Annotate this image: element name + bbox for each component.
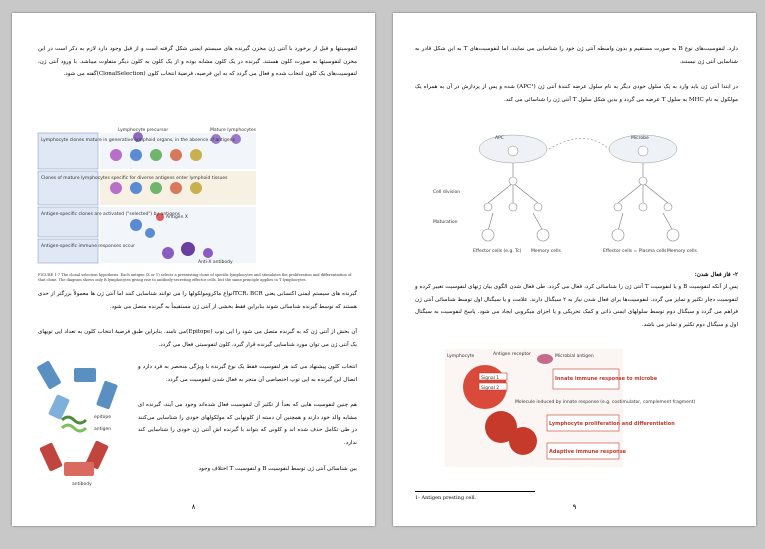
fig4-proliferation-label: Lymphocyte proliferation and differentiation [549, 421, 675, 427]
fig3-memory-label-1: Memory cells [531, 249, 561, 254]
footnote-divider [415, 491, 535, 492]
fig1-row-label-2: Clones of mature lymphocytes specific for diverse antigens enter lymphoid tissues [41, 176, 228, 181]
fig1-row-label-4: Antigen-specific immune responses occur [41, 244, 136, 249]
paragraph-receptors: گیرنده های سیستم ایمنی اکتسابی یعنی TCR، BCRانواع ماکرومولکولها را می توانند شناسایی کنند اما آنتی ژن ها معمولاً بزرگتر از حدی هستند که توسط گیرنده شناسائی شوند بنابراین فقط بخشی از آنتی ژن مستقیماً به گیرنده متصل می شود. [38, 291, 357, 310]
fig4-signal1-label: Signal 1 [481, 376, 500, 381]
fig1-mature-label: Mature lymphocytes [210, 128, 256, 133]
paragraph-clonal-selection: لنفوسیتها و قبل از برخورد با آنتی ژن مخزن گیرنده های سیستم ایمنی شکل گرفته است و از قبل وجود دارد لازم به ذکر است در این مخزن لنفوسیتها به صورت کلون هستند. گیرنده در یک کلون مشابه بوده و از یک کلون به کلون دیگر متفاوت میباشد. با ورود آنتی ژن، لنفوسیت‌های یک کلون انتخاب شده و فعال می گردد که به این فرضیه، فرضیهٔ انتخاب کلون (ClonalSelection)گفته می شود. [38, 46, 357, 77]
differentiation-figure [433, 131, 723, 266]
clonal-selection-figure [38, 125, 258, 271]
fig1-anti-x-label: Anti-X antibody [198, 260, 233, 265]
paragraph-b-t-difference: بین شناسائی آنتی ژن توسط لنفوسیت B و لنفوسیت T اختلاف وجود [198, 466, 357, 472]
fig4-adaptive-label: Adaptive immune response [549, 449, 627, 455]
two-signal-diagram [445, 349, 696, 467]
fig2-antigen-label: antigen [94, 427, 112, 432]
fig3-cell-division-label: Cell division [433, 190, 461, 195]
paragraph-epitope: آن بخش از آنتی ژن که به گیرنده متصل می شود را اپی توپ (Epitope)می نامند. بنابراین طبق فرضیهٔ انتخاب کلون به تعداد اپی توپهای یک آنتی ژن می توان مورد شناسایی گیرنده قرار گیرد، کلون لنفوسیتی فعال می گردد. [38, 329, 357, 348]
fig3-effector-label-2: Effector cells = Plasma cells [603, 249, 667, 254]
fig3-apc-label: APC [495, 136, 504, 141]
fig4-lymphocyte-label: Lymphocyte [447, 354, 475, 359]
section-heading-activation: ۲- فاز فعال شدن: [694, 272, 738, 278]
footnote-apc: 1- Antigen presting cell. [415, 495, 477, 501]
page-number-right: ۹ [572, 503, 577, 511]
fig1-caption: FIGURE 1-7 The clonal selection hypothesis. Each antigen (X or Y) selects a preexisting clone of specific lymphocytes and stimulates the proliferation and differentiation of that clone. The diagram shows only B lymphocytes giving rise to antibody-secreting effector cells, but the same principle applies to T lymphocytes. [38, 273, 352, 282]
fig3-maturation-label: Maturation [433, 220, 458, 225]
antibody-epitope-diagram [34, 358, 134, 488]
paragraph-b-direct: دارد. لنفوسیت‌های نوع B به صورت مستقیم و بدون واسطه آنتی ژن خود را شناسایی می نمایند، اما لنفوسیت‌های T به این شکل قادر به شناسایی آنتی ژن نیستند. [415, 46, 738, 65]
paragraph-descendants: هم چنین لنفوسیت هایی که بعداً از تکثیر آن لنفوسیت فعال شده‌اند وجود می آیند، گیرنده ای مشابه والد خود دارند و همچنین آن دسته از کلونهایی که مولکولهای خودی را شناسایی می‌کنند در طی تکامل حذف شده اند و کلونی که بتواند با گیرنده اش آنتی ژن خودی را شناسایی کند ندارد. [138, 402, 357, 446]
two-signal-figure [445, 349, 696, 467]
antibody-figure [34, 358, 134, 488]
fig4-signal2-label: Signal 2 [481, 386, 500, 391]
fig1-row-label-3: Antigen-specific clones are activated ("selected") by antigens [41, 212, 181, 217]
fig3-memory-label-2: Memory cells [667, 249, 697, 254]
fig2-antibody-label: antibody [72, 482, 92, 487]
clonal-selection-diagram [38, 125, 258, 271]
fig2-epitope-label: epitope [94, 415, 112, 420]
fig4-molecule-label: Molecule induced by innate response (e.g. costimulator, complement fragment) [515, 400, 696, 405]
fig1-row-label-1: Lymphocyte clones mature in generative lymphoid organs, in the absence of antigens [41, 138, 235, 143]
fig3-microbe-label: Microbe [631, 136, 649, 141]
fig4-microbial-antigen-label: Microbial antigen [555, 354, 594, 359]
document-page-left [12, 13, 375, 526]
fig4-innate-label: Innate immune response to microbe [555, 376, 658, 382]
fig1-antigen-label: Antigen X [166, 215, 188, 220]
fig3-effector-label-1: Effector cells (e.g. Tc) [473, 249, 522, 254]
fig4-receptor-label: Antigen receptor [493, 352, 531, 357]
paragraph-apc: در ابتدا آنتی ژن باید وارد به یک سلول خودی دیگر به نام سلول عرضه کنندهٔ آنتی ژن (APC¹) شده و پس از پردازش در آن به همراه یک مولکول به نام MHC به سلول T عرضه می گردد و بدین شکل سلول T آنتی ژن را شناسائی می کند. [415, 84, 738, 103]
paragraph-activation: پس از آنکه لنفوسیت B و یا لنفوسیت T آنتی ژن را شناسائی کرد، فعال می گردد. طی فعال شدن الگوی بیان ژنهای لنفوسیت تغییر کرده و لنفوسیت دچار تکثیر و تمایز می گردد. لنفوسیت‌ها برای فعال شدن نیاز به ۲ سیگنال دارند. علامت و یا سیگنال اول توسط شناسائی آنتی ژن فراهم می گردد و سیگنال دوم توسط سلولهای ایمنی ذاتی و کمک تحریکی و یا اجزای میکروبی ایجاد می شود. پاسخ لنفوسیت به سیگنال اول و سیگنال دوم تکثیر و تمایز می باشد. [415, 284, 738, 328]
fig1-precursor-label: Lymphocyte precursor [118, 128, 169, 133]
document-page-right [393, 13, 756, 526]
cell-differentiation-diagram [433, 131, 723, 266]
page-number-left: ۸ [191, 503, 196, 511]
paragraph-clonal-receptor: انتخاب کلون پیشنهاد می کند هر لنفوسیت فقط یک نوع گیرنده با ویژگی منحصر به فرد دارد و اتصال این گیرنده به اپی توپ اختصاصی آن منجر به فعال شدن لنفوسیت می گردد. [138, 364, 357, 383]
